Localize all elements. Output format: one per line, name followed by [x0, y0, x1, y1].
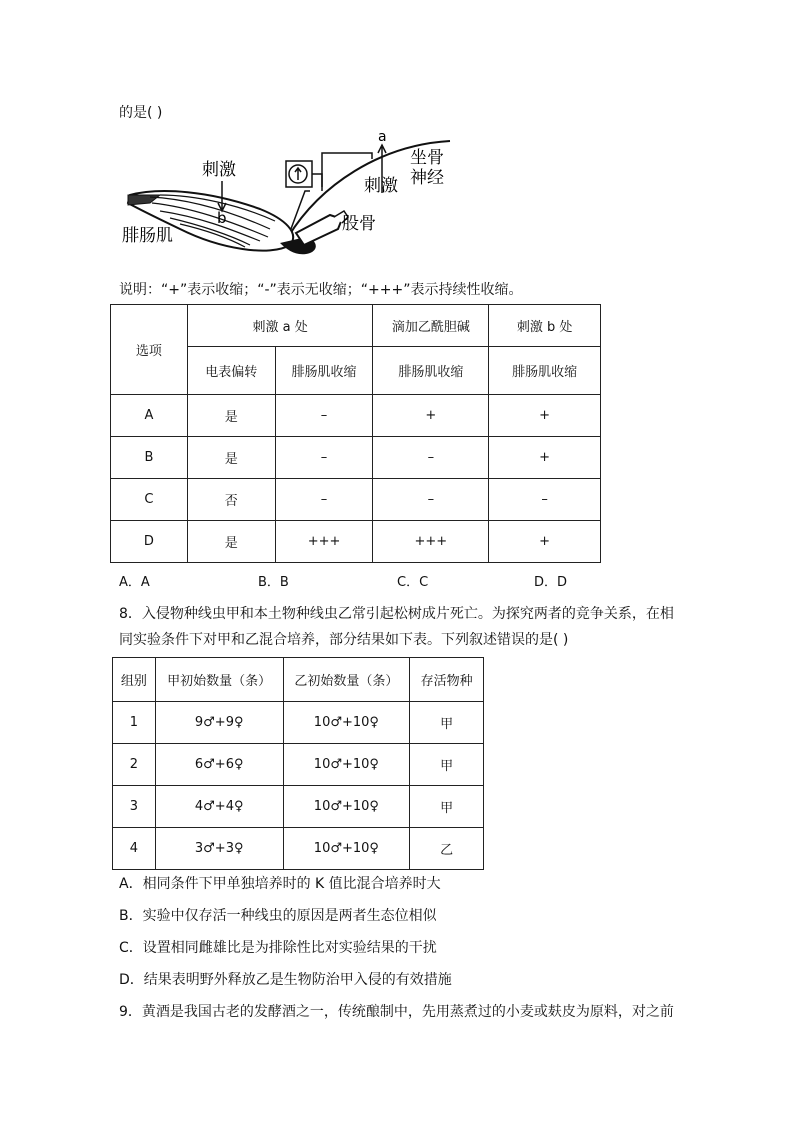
table-cell: 10♂+10♀ — [283, 744, 410, 786]
table-cell: 否 — [187, 479, 275, 521]
q8-stem-line-2: 同实验条件下对甲和乙混合培养，部分结果如下表。下列叙述错误的是( ) — [119, 632, 569, 648]
table-cell: 10♂+10♀ — [283, 702, 410, 744]
table-cell: 3 — [113, 786, 156, 828]
table-cell: – — [373, 479, 489, 521]
table-cell: A — [111, 395, 188, 437]
q7-note: 说明：“+”表示收缩；“-”表示无收缩；“+++”表示持续性收缩。 — [119, 282, 523, 298]
table-cell: 甲 — [410, 786, 484, 828]
table-cell: – — [275, 479, 373, 521]
femur-bone — [296, 215, 342, 245]
q8-option-d[interactable]: D．结果表明野外释放乙是生物防治甲入侵的有效措施 — [119, 972, 452, 988]
q7-table — [110, 304, 601, 563]
table-cell: 是 — [187, 395, 275, 437]
table-cell: +++ — [275, 521, 373, 563]
header-survivor: 存活物种 — [410, 658, 484, 702]
table-row — [111, 479, 601, 521]
table-cell: D — [111, 521, 188, 563]
q7-option-a[interactable]: A．A — [119, 575, 150, 590]
label-stimulus-left: 刺激 — [202, 160, 236, 180]
q7-stem-tail: 的是( ) — [119, 105, 163, 121]
col-option-header: 选项 — [111, 305, 188, 395]
table-cell: 6♂+6♀ — [155, 744, 283, 786]
q8-option-c[interactable]: C．设置相同雌雄比是为排除性比对实验结果的干扰 — [119, 940, 437, 956]
table-cell: – — [275, 437, 373, 479]
table-row — [113, 744, 484, 786]
q8-option-a[interactable]: A．相同条件下甲单独培养时的 K 值比混合培养时大 — [119, 876, 441, 892]
table-row — [111, 521, 601, 563]
table-row — [113, 786, 484, 828]
table-cell: 9♂+9♀ — [155, 702, 283, 744]
table-cell: 4 — [113, 828, 156, 870]
table-cell: + — [373, 395, 489, 437]
label-stimulus-right: 刺激 — [364, 176, 398, 196]
header-yi-count: 乙初始数量（条） — [283, 658, 410, 702]
table-row — [111, 395, 601, 437]
table-row — [113, 828, 484, 870]
q8-stem-line-1: 8．入侵物种线虫甲和本土物种线虫乙常引起松树成片死亡。为探究两者的竞争关系，在相 — [119, 606, 674, 622]
q8-option-b[interactable]: B．实验中仅存活一种线虫的原因是两者生态位相似 — [119, 908, 437, 924]
table-row — [111, 437, 601, 479]
table-cell: 2 — [113, 744, 156, 786]
sub-meter-header: 电表偏转 — [187, 347, 275, 395]
q7-option-d[interactable]: D．D — [534, 575, 568, 590]
table-cell: 4♂+4♀ — [155, 786, 283, 828]
muscle-nerve-figure — [120, 125, 460, 265]
table-cell: + — [489, 521, 601, 563]
table-cell: 10♂+10♀ — [283, 828, 410, 870]
table-cell: 3♂+3♀ — [155, 828, 283, 870]
table-cell: 是 — [187, 521, 275, 563]
table-cell: 乙 — [410, 828, 484, 870]
table-cell: 1 — [113, 702, 156, 744]
stimulus-arrow-b — [218, 181, 226, 211]
table-row — [113, 702, 484, 744]
table-cell: +++ — [373, 521, 489, 563]
sub-muscle-header-1: 腓肠肌收缩 — [275, 347, 373, 395]
table-cell: 甲 — [410, 744, 484, 786]
q9-stem-line-1: 9．黄酒是我国古老的发酵酒之一，传统酿制中，先用蒸煮过的小麦或麸皮为原料，对之前 — [119, 1004, 674, 1020]
table-cell: – — [489, 479, 601, 521]
header-group: 组别 — [113, 658, 156, 702]
q8-table — [112, 657, 484, 870]
label-b: b — [217, 209, 227, 227]
sub-muscle-header-2: 腓肠肌收缩 — [373, 347, 489, 395]
table-cell: + — [489, 437, 601, 479]
group-ach-header: 滴加乙酰胆碱 — [373, 305, 489, 347]
label-sciatic-1: 坐骨 — [410, 148, 444, 168]
header-jia-count: 甲初始数量（条） — [155, 658, 283, 702]
label-gastrocnemius: 腓肠肌 — [122, 226, 173, 246]
table-cell: 10♂+10♀ — [283, 786, 410, 828]
group-stim-b-header: 刺激 b 处 — [489, 305, 601, 347]
table-cell: + — [489, 395, 601, 437]
label-femur: 股骨 — [342, 214, 376, 234]
q7-option-b[interactable]: B．B — [258, 575, 289, 590]
table-cell: – — [373, 437, 489, 479]
sub-muscle-header-3: 腓肠肌收缩 — [489, 347, 601, 395]
group-stim-a-header: 刺激 a 处 — [187, 305, 373, 347]
table-cell: B — [111, 437, 188, 479]
label-a: a — [378, 129, 387, 145]
table-cell: 是 — [187, 437, 275, 479]
table-cell: 甲 — [410, 702, 484, 744]
label-sciatic-2: 神经 — [410, 168, 444, 188]
table-cell: – — [275, 395, 373, 437]
table-cell: C — [111, 479, 188, 521]
q7-option-c[interactable]: C．C — [397, 575, 429, 590]
